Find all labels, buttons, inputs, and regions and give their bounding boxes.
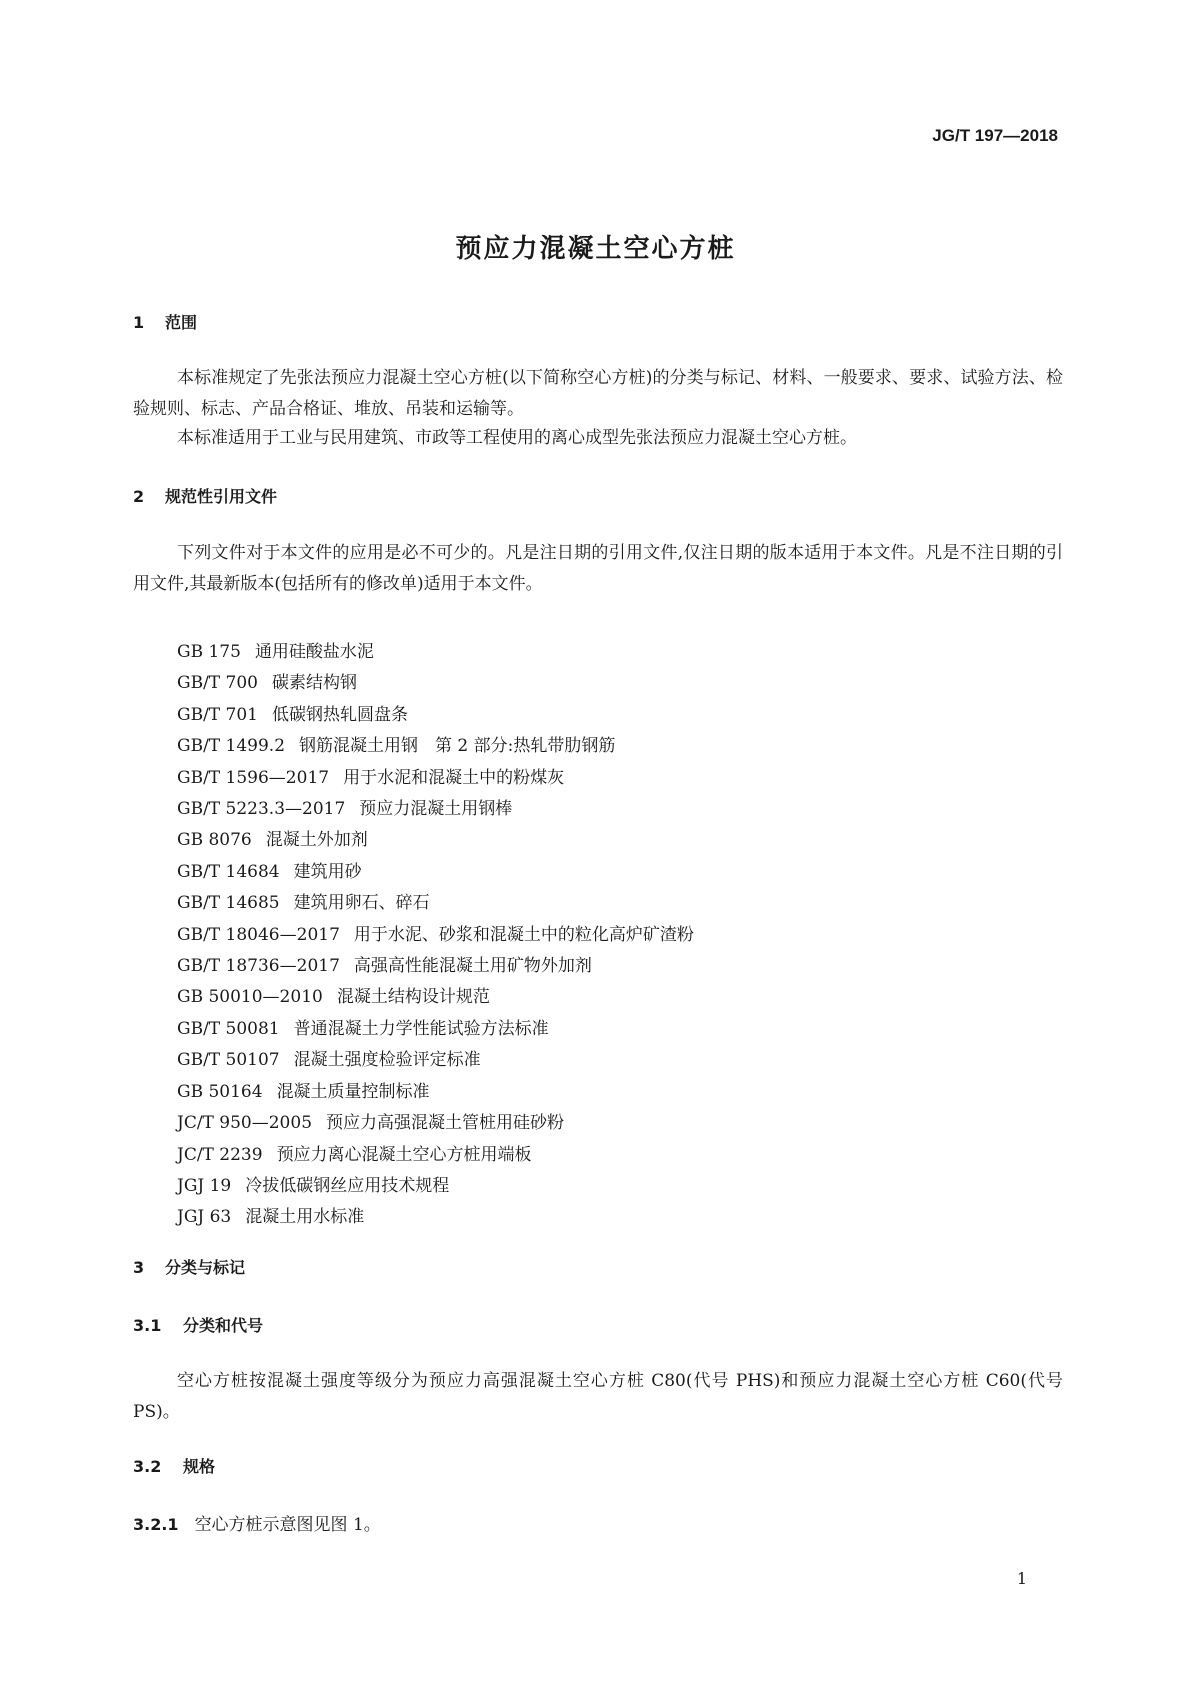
references-intro: 下列文件对于本文件的应用是必不可少的。凡是注日期的引用文件,仅注日期的版本适用于本文件。凡是不注日期的引用文件,其最新版本(包括所有的修改单)适用于本文件。 [133,543,1063,594]
section-number: 2 [133,487,145,506]
reference-title: 普通混凝土力学性能试验方法标准 [293,1018,549,1039]
subsection-title: 分类和代号 [183,1316,264,1335]
section-heading-scope [133,310,197,333]
scope-paragraph-1: 本标准规定了先张法预应力混凝土空心方桩(以下简称空心方桩)的分类与标记、材料、一般要求、要求、试验方法、检验规则、标志、产品合格证、堆放、吊装和运输等。 [133,368,1063,419]
reference-title: 钢筋混凝土用钢 第 2 部分:热轧带肋钢筋 [299,736,616,757]
reference-item [177,1077,694,1108]
reference-title: 混凝土强度检验评定标准 [293,1050,481,1071]
reference-title: 通用硅酸盐水泥 [254,642,374,662]
reference-item [177,1014,694,1045]
reference-title: 低碳钢热轧圆盘条 [272,704,408,725]
reference-title: 冷拔低碳钢丝应用技术规程 [245,1175,450,1196]
subsection-number: 3.2 [133,1457,162,1476]
section-heading-classification [133,1255,245,1278]
reference-item [177,857,694,888]
reference-code: GB/T 14685 [177,893,280,914]
reference-code: GB/T 18736—2017 [177,956,340,977]
reference-title: 混凝土外加剂 [265,830,368,851]
reference-code: GB/T 1596—2017 [177,767,330,788]
reference-title: 碳素结构钢 [272,673,357,694]
reference-code: GB/T 50107 [177,1050,280,1071]
reference-title: 混凝土结构设计规范 [336,987,490,1008]
subsection-number: 3.1 [133,1316,162,1335]
reference-item [177,637,694,668]
reference-code: GB/T 700 [177,673,258,694]
section-heading-references [133,484,277,507]
reference-item [177,763,694,794]
classification-paragraph: 空心方桩按混凝土强度等级分为预应力高强混凝土空心方桩 C80(代号 PHS)和预应力混凝土空心方桩 C60(代号 PS)。 [133,1371,1063,1422]
reference-item [177,920,694,951]
clause-number: 3.2.1 [133,1515,179,1534]
reference-item [177,982,694,1013]
subsection-heading-3-1 [133,1313,263,1336]
scope-paragraph-2: 本标准适用于工业与民用建筑、市政等工程使用的离心成型先张法预应力混凝土空心方桩。 [177,428,857,448]
reference-code: GB 175 [177,642,241,662]
reference-item [177,1202,694,1233]
section-title: 规范性引用文件 [165,487,278,506]
reference-item [177,951,694,982]
reference-code: JGJ 19 [177,1175,232,1196]
reference-code: JC/T 2239 [177,1144,263,1165]
reference-item [177,731,694,762]
reference-title: 预应力离心混凝土空心方桩用端板 [276,1144,532,1165]
reference-code: GB/T 1499.2 [177,736,286,757]
reference-item [177,668,694,699]
reference-title: 建筑用卵石、碎石 [293,893,430,914]
reference-code: GB 8076 [177,830,252,851]
reference-code: GB 50164 [177,1081,263,1102]
reference-item [177,1171,694,1202]
reference-title: 预应力混凝土用钢棒 [359,799,513,820]
reference-item [177,1045,694,1076]
reference-code: GB/T 18046—2017 [177,924,340,945]
standard-code: JG/T 197—2018 [932,126,1058,145]
reference-code: GB 50010—2010 [177,987,323,1008]
subsection-heading-3-2 [133,1454,215,1477]
reference-item [177,700,694,731]
reference-title: 混凝土用水标准 [245,1207,365,1228]
reference-code: JC/T 950—2005 [177,1113,313,1134]
reference-list [177,637,694,1234]
section-number: 3 [133,1258,145,1277]
reference-item [177,888,694,919]
reference-item [177,794,694,825]
reference-title: 用于水泥和混凝土中的粉煤灰 [343,767,565,788]
reference-title: 预应力高强混凝土管桩用硅砂粉 [326,1113,565,1134]
subsection-title: 规格 [183,1457,216,1476]
document-title: 预应力混凝土空心方桩 [455,234,736,264]
reference-title: 用于水泥、砂浆和混凝土中的粒化高炉矿渣粉 [353,924,694,945]
page-number: 1 [1016,1569,1027,1588]
reference-title: 混凝土质量控制标准 [276,1081,430,1102]
section-number: 1 [133,313,145,332]
section-title: 范围 [165,313,198,332]
clause-3-2-1 [133,1510,381,1535]
reference-code: JGJ 63 [177,1207,232,1228]
reference-item [177,1140,694,1171]
reference-code: GB/T 14684 [177,861,280,882]
reference-item [177,825,694,856]
reference-title: 高强高性能混凝土用矿物外加剂 [353,956,592,977]
reference-code: GB/T 5223.3—2017 [177,799,346,820]
reference-item [177,1108,694,1139]
clause-text: 空心方桩示意图见图 1。 [194,1515,381,1535]
reference-code: GB/T 50081 [177,1018,280,1039]
reference-code: GB/T 701 [177,704,258,725]
reference-title: 建筑用砂 [293,861,362,882]
section-title: 分类与标记 [165,1258,246,1277]
